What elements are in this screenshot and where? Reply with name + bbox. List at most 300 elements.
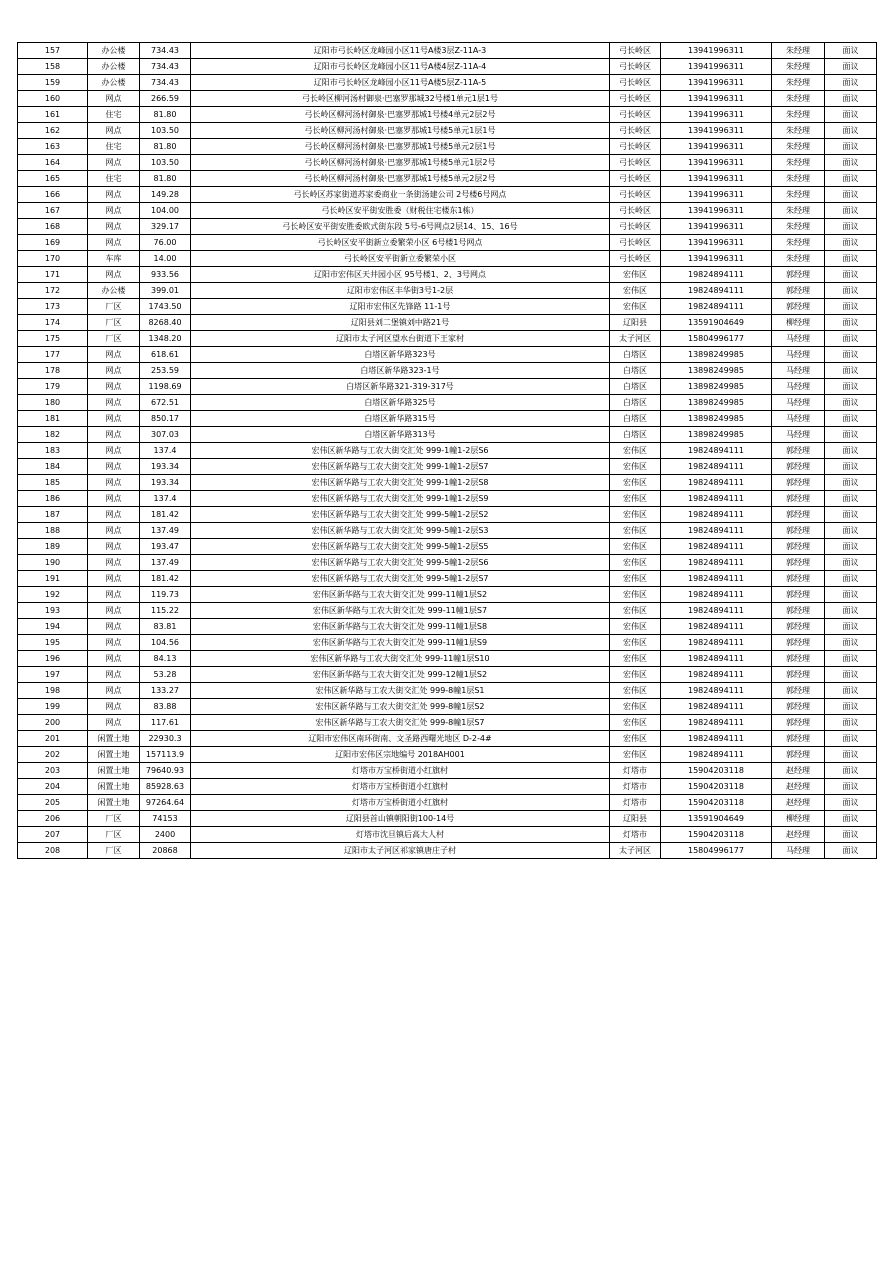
table-row bbox=[18, 187, 877, 203]
area-cell: 307.03 bbox=[140, 427, 191, 443]
address-cell: 弓长岭区柳河汤村御泉·巴塞罗那城1号楼5单元2层2号 bbox=[191, 171, 610, 187]
address-cell: 宏伟区新华路与工农大街交汇处 999-5幢1-2层S2 bbox=[191, 507, 610, 523]
phone-cell: 13941996311 bbox=[661, 171, 772, 187]
address-cell: 宏伟区新华路与工农大街交汇处 999-1幢1-2层S6 bbox=[191, 443, 610, 459]
district-cell: 白塔区 bbox=[610, 347, 661, 363]
area-cell: 253.59 bbox=[140, 363, 191, 379]
row-number-cell: 165 bbox=[18, 171, 88, 187]
row-number-cell: 186 bbox=[18, 491, 88, 507]
phone-cell: 13898249985 bbox=[661, 363, 772, 379]
district-cell: 宏伟区 bbox=[610, 571, 661, 587]
price-cell: 面议 bbox=[825, 107, 877, 123]
property-type-cell: 网点 bbox=[88, 235, 140, 251]
address-cell: 辽阳县首山镇朝阳街100-14号 bbox=[191, 811, 610, 827]
row-number-cell: 203 bbox=[18, 763, 88, 779]
row-number-cell: 193 bbox=[18, 603, 88, 619]
area-cell: 76.00 bbox=[140, 235, 191, 251]
address-cell: 灯塔市万宝桥街道小红旗村 bbox=[191, 795, 610, 811]
price-cell: 面议 bbox=[825, 699, 877, 715]
phone-cell: 19824894111 bbox=[661, 651, 772, 667]
area-cell: 8268.40 bbox=[140, 315, 191, 331]
table-row bbox=[18, 363, 877, 379]
property-type-cell: 网点 bbox=[88, 619, 140, 635]
price-cell: 面议 bbox=[825, 523, 877, 539]
price-cell: 面议 bbox=[825, 491, 877, 507]
contact-cell: 朱经理 bbox=[772, 203, 825, 219]
row-number-cell: 170 bbox=[18, 251, 88, 267]
phone-cell: 13941996311 bbox=[661, 91, 772, 107]
district-cell: 白塔区 bbox=[610, 411, 661, 427]
property-type-cell: 网点 bbox=[88, 507, 140, 523]
price-cell: 面议 bbox=[825, 779, 877, 795]
row-number-cell: 189 bbox=[18, 539, 88, 555]
table-row bbox=[18, 411, 877, 427]
contact-cell: 郭经理 bbox=[772, 459, 825, 475]
area-cell: 193.47 bbox=[140, 539, 191, 555]
table-row bbox=[18, 203, 877, 219]
property-type-cell: 网点 bbox=[88, 539, 140, 555]
phone-cell: 19824894111 bbox=[661, 683, 772, 699]
row-number-cell: 179 bbox=[18, 379, 88, 395]
area-cell: 734.43 bbox=[140, 75, 191, 91]
row-number-cell: 180 bbox=[18, 395, 88, 411]
contact-cell: 柳经理 bbox=[772, 315, 825, 331]
district-cell: 宏伟区 bbox=[610, 283, 661, 299]
district-cell: 弓长岭区 bbox=[610, 123, 661, 139]
table-row bbox=[18, 171, 877, 187]
property-type-cell: 网点 bbox=[88, 683, 140, 699]
district-cell: 宏伟区 bbox=[610, 587, 661, 603]
area-cell: 83.88 bbox=[140, 699, 191, 715]
row-number-cell: 187 bbox=[18, 507, 88, 523]
address-cell: 宏伟区新华路与工农大街交汇处 999-11幢1层S7 bbox=[191, 603, 610, 619]
phone-cell: 13941996311 bbox=[661, 235, 772, 251]
phone-cell: 19824894111 bbox=[661, 731, 772, 747]
property-type-cell: 网点 bbox=[88, 587, 140, 603]
row-number-cell: 197 bbox=[18, 667, 88, 683]
area-cell: 84.13 bbox=[140, 651, 191, 667]
table-row bbox=[18, 91, 877, 107]
contact-cell: 朱经理 bbox=[772, 171, 825, 187]
address-cell: 弓长岭区柳河汤村御泉·巴塞罗那城1号楼4单元2层2号 bbox=[191, 107, 610, 123]
table-row bbox=[18, 731, 877, 747]
district-cell: 弓长岭区 bbox=[610, 203, 661, 219]
row-number-cell: 164 bbox=[18, 155, 88, 171]
row-number-cell: 161 bbox=[18, 107, 88, 123]
area-cell: 193.34 bbox=[140, 459, 191, 475]
phone-cell: 19824894111 bbox=[661, 715, 772, 731]
phone-cell: 19824894111 bbox=[661, 603, 772, 619]
district-cell: 太子河区 bbox=[610, 843, 661, 859]
area-cell: 149.28 bbox=[140, 187, 191, 203]
address-cell: 宏伟区新华路与工农大街交汇处 999-5幢1-2层S6 bbox=[191, 555, 610, 571]
address-cell: 宏伟区新华路与工农大街交汇处 999-8幢1层S7 bbox=[191, 715, 610, 731]
property-type-cell: 网点 bbox=[88, 219, 140, 235]
contact-cell: 郭经理 bbox=[772, 635, 825, 651]
district-cell: 灯塔市 bbox=[610, 795, 661, 811]
area-cell: 734.43 bbox=[140, 59, 191, 75]
table-row bbox=[18, 347, 877, 363]
district-cell: 宏伟区 bbox=[610, 475, 661, 491]
district-cell: 宏伟区 bbox=[610, 491, 661, 507]
property-type-cell: 网点 bbox=[88, 267, 140, 283]
property-type-cell: 厂区 bbox=[88, 811, 140, 827]
table-row bbox=[18, 619, 877, 635]
price-cell: 面议 bbox=[825, 731, 877, 747]
phone-cell: 13591904649 bbox=[661, 315, 772, 331]
address-cell: 宏伟区新华路与工农大街交汇处 999-11幢1层S9 bbox=[191, 635, 610, 651]
address-cell: 白塔区新华路313号 bbox=[191, 427, 610, 443]
property-type-cell: 厂区 bbox=[88, 299, 140, 315]
address-cell: 宏伟区新华路与工农大街交汇处 999-1幢1-2层S7 bbox=[191, 459, 610, 475]
price-cell: 面议 bbox=[825, 251, 877, 267]
district-cell: 白塔区 bbox=[610, 379, 661, 395]
price-cell: 面议 bbox=[825, 475, 877, 491]
property-type-cell: 网点 bbox=[88, 123, 140, 139]
property-type-cell: 网点 bbox=[88, 155, 140, 171]
price-cell: 面议 bbox=[825, 459, 877, 475]
price-cell: 面议 bbox=[825, 571, 877, 587]
price-cell: 面议 bbox=[825, 331, 877, 347]
contact-cell: 马经理 bbox=[772, 379, 825, 395]
table-row bbox=[18, 427, 877, 443]
address-cell: 宏伟区新华路与工农大街交汇处 999-11幢1层S10 bbox=[191, 651, 610, 667]
row-number-cell: 168 bbox=[18, 219, 88, 235]
property-type-cell: 闲置土地 bbox=[88, 779, 140, 795]
property-type-cell: 网点 bbox=[88, 523, 140, 539]
table-row bbox=[18, 219, 877, 235]
phone-cell: 19824894111 bbox=[661, 507, 772, 523]
row-number-cell: 200 bbox=[18, 715, 88, 731]
area-cell: 266.59 bbox=[140, 91, 191, 107]
address-cell: 灯塔市沈旦镇后高大人村 bbox=[191, 827, 610, 843]
price-cell: 面议 bbox=[825, 763, 877, 779]
price-cell: 面议 bbox=[825, 43, 877, 59]
phone-cell: 19824894111 bbox=[661, 539, 772, 555]
property-type-cell: 网点 bbox=[88, 187, 140, 203]
phone-cell: 13941996311 bbox=[661, 219, 772, 235]
contact-cell: 朱经理 bbox=[772, 91, 825, 107]
property-type-cell: 网点 bbox=[88, 203, 140, 219]
area-cell: 74153 bbox=[140, 811, 191, 827]
area-cell: 81.80 bbox=[140, 139, 191, 155]
price-cell: 面议 bbox=[825, 635, 877, 651]
phone-cell: 15904203118 bbox=[661, 795, 772, 811]
area-cell: 1198.69 bbox=[140, 379, 191, 395]
table-row bbox=[18, 123, 877, 139]
contact-cell: 朱经理 bbox=[772, 123, 825, 139]
phone-cell: 19824894111 bbox=[661, 459, 772, 475]
contact-cell: 郭经理 bbox=[772, 491, 825, 507]
property-type-cell: 办公楼 bbox=[88, 43, 140, 59]
price-cell: 面议 bbox=[825, 811, 877, 827]
district-cell: 灯塔市 bbox=[610, 779, 661, 795]
contact-cell: 朱经理 bbox=[772, 59, 825, 75]
district-cell: 宏伟区 bbox=[610, 683, 661, 699]
area-cell: 399.01 bbox=[140, 283, 191, 299]
area-cell: 79640.93 bbox=[140, 763, 191, 779]
row-number-cell: 199 bbox=[18, 699, 88, 715]
address-cell: 宏伟区新华路与工农大街交汇处 999-5幢1-2层S3 bbox=[191, 523, 610, 539]
property-type-cell: 网点 bbox=[88, 603, 140, 619]
phone-cell: 19824894111 bbox=[661, 299, 772, 315]
price-cell: 面议 bbox=[825, 443, 877, 459]
district-cell: 弓长岭区 bbox=[610, 59, 661, 75]
row-number-cell: 162 bbox=[18, 123, 88, 139]
contact-cell: 郭经理 bbox=[772, 555, 825, 571]
property-type-cell: 办公楼 bbox=[88, 59, 140, 75]
price-cell: 面议 bbox=[825, 555, 877, 571]
district-cell: 宏伟区 bbox=[610, 651, 661, 667]
area-cell: 137.4 bbox=[140, 491, 191, 507]
phone-cell: 15804996177 bbox=[661, 331, 772, 347]
table-row bbox=[18, 43, 877, 59]
area-cell: 22930.3 bbox=[140, 731, 191, 747]
contact-cell: 郭经理 bbox=[772, 619, 825, 635]
row-number-cell: 182 bbox=[18, 427, 88, 443]
address-cell: 弓长岭区苏家街道苏家委商业一条街汤建公司 2号楼6号网点 bbox=[191, 187, 610, 203]
property-type-cell: 厂区 bbox=[88, 315, 140, 331]
phone-cell: 13898249985 bbox=[661, 379, 772, 395]
phone-cell: 13898249985 bbox=[661, 411, 772, 427]
contact-cell: 马经理 bbox=[772, 395, 825, 411]
area-cell: 104.00 bbox=[140, 203, 191, 219]
contact-cell: 柳经理 bbox=[772, 811, 825, 827]
table-row bbox=[18, 491, 877, 507]
row-number-cell: 198 bbox=[18, 683, 88, 699]
area-cell: 181.42 bbox=[140, 571, 191, 587]
property-type-cell: 网点 bbox=[88, 379, 140, 395]
table-row bbox=[18, 667, 877, 683]
row-number-cell: 196 bbox=[18, 651, 88, 667]
row-number-cell: 163 bbox=[18, 139, 88, 155]
district-cell: 宏伟区 bbox=[610, 299, 661, 315]
contact-cell: 朱经理 bbox=[772, 75, 825, 91]
address-cell: 宏伟区新华路与工农大街交汇处 999-5幢1-2层S7 bbox=[191, 571, 610, 587]
property-type-cell: 网点 bbox=[88, 475, 140, 491]
table-row bbox=[18, 843, 877, 859]
price-cell: 面议 bbox=[825, 587, 877, 603]
table-row bbox=[18, 635, 877, 651]
property-type-cell: 厂区 bbox=[88, 827, 140, 843]
address-cell: 宏伟区新华路与工农大街交汇处 999-8幢1层S2 bbox=[191, 699, 610, 715]
table-row bbox=[18, 587, 877, 603]
row-number-cell: 171 bbox=[18, 267, 88, 283]
area-cell: 14.00 bbox=[140, 251, 191, 267]
area-cell: 1348.20 bbox=[140, 331, 191, 347]
address-cell: 宏伟区新华路与工农大街交汇处 999-5幢1-2层S5 bbox=[191, 539, 610, 555]
row-number-cell: 202 bbox=[18, 747, 88, 763]
phone-cell: 13941996311 bbox=[661, 59, 772, 75]
row-number-cell: 158 bbox=[18, 59, 88, 75]
phone-cell: 15904203118 bbox=[661, 763, 772, 779]
area-cell: 2400 bbox=[140, 827, 191, 843]
price-cell: 面议 bbox=[825, 651, 877, 667]
phone-cell: 19824894111 bbox=[661, 587, 772, 603]
table-row bbox=[18, 459, 877, 475]
district-cell: 宏伟区 bbox=[610, 555, 661, 571]
row-number-cell: 206 bbox=[18, 811, 88, 827]
district-cell: 弓长岭区 bbox=[610, 107, 661, 123]
table-row bbox=[18, 331, 877, 347]
price-cell: 面议 bbox=[825, 219, 877, 235]
address-cell: 白塔区新华路323号 bbox=[191, 347, 610, 363]
district-cell: 弓长岭区 bbox=[610, 43, 661, 59]
area-cell: 97264.64 bbox=[140, 795, 191, 811]
price-cell: 面议 bbox=[825, 715, 877, 731]
row-number-cell: 195 bbox=[18, 635, 88, 651]
area-cell: 193.34 bbox=[140, 475, 191, 491]
price-cell: 面议 bbox=[825, 155, 877, 171]
address-cell: 辽阳市宏伟区先锋路 11-1号 bbox=[191, 299, 610, 315]
table-row bbox=[18, 283, 877, 299]
phone-cell: 13941996311 bbox=[661, 251, 772, 267]
row-number-cell: 185 bbox=[18, 475, 88, 491]
phone-cell: 13941996311 bbox=[661, 139, 772, 155]
property-type-cell: 网点 bbox=[88, 427, 140, 443]
table-row bbox=[18, 315, 877, 331]
district-cell: 宏伟区 bbox=[610, 603, 661, 619]
contact-cell: 郭经理 bbox=[772, 603, 825, 619]
row-number-cell: 192 bbox=[18, 587, 88, 603]
contact-cell: 郭经理 bbox=[772, 683, 825, 699]
address-cell: 宏伟区新华路与工农大街交汇处 999-11幢1层S8 bbox=[191, 619, 610, 635]
row-number-cell: 183 bbox=[18, 443, 88, 459]
property-type-cell: 住宅 bbox=[88, 107, 140, 123]
district-cell: 弓长岭区 bbox=[610, 139, 661, 155]
contact-cell: 朱经理 bbox=[772, 139, 825, 155]
area-cell: 137.49 bbox=[140, 523, 191, 539]
address-cell: 弓长岭区柳河汤村御泉·巴塞罗那城1号楼5单元1层2号 bbox=[191, 155, 610, 171]
area-cell: 137.49 bbox=[140, 555, 191, 571]
price-cell: 面议 bbox=[825, 795, 877, 811]
contact-cell: 郭经理 bbox=[772, 523, 825, 539]
contact-cell: 马经理 bbox=[772, 411, 825, 427]
address-cell: 弓长岭区安平街安胜委欧式街东段 5号-6号网点2层14、15、16号 bbox=[191, 219, 610, 235]
table-row bbox=[18, 299, 877, 315]
phone-cell: 15904203118 bbox=[661, 827, 772, 843]
district-cell: 宏伟区 bbox=[610, 507, 661, 523]
row-number-cell: 204 bbox=[18, 779, 88, 795]
area-cell: 103.50 bbox=[140, 123, 191, 139]
table-row bbox=[18, 603, 877, 619]
address-cell: 弓长岭区安平街新立委繁荣小区 6号楼1号网点 bbox=[191, 235, 610, 251]
phone-cell: 19824894111 bbox=[661, 555, 772, 571]
phone-cell: 15804996177 bbox=[661, 843, 772, 859]
table-row bbox=[18, 651, 877, 667]
phone-cell: 13898249985 bbox=[661, 347, 772, 363]
phone-cell: 19824894111 bbox=[661, 571, 772, 587]
row-number-cell: 160 bbox=[18, 91, 88, 107]
price-cell: 面议 bbox=[825, 347, 877, 363]
contact-cell: 郭经理 bbox=[772, 571, 825, 587]
address-cell: 辽阳市宏伟区宗地编号 2018AH001 bbox=[191, 747, 610, 763]
price-cell: 面议 bbox=[825, 59, 877, 75]
address-cell: 弓长岭区柳河汤村御泉·巴塞罗那城1号楼5单元1层1号 bbox=[191, 123, 610, 139]
area-cell: 157113.9 bbox=[140, 747, 191, 763]
area-cell: 850.17 bbox=[140, 411, 191, 427]
address-cell: 灯塔市万宝桥街道小红旗村 bbox=[191, 779, 610, 795]
district-cell: 弓长岭区 bbox=[610, 187, 661, 203]
district-cell: 宏伟区 bbox=[610, 635, 661, 651]
address-cell: 宏伟区新华路与工农大街交汇处 999-12幢1层S2 bbox=[191, 667, 610, 683]
row-number-cell: 174 bbox=[18, 315, 88, 331]
property-type-cell: 办公楼 bbox=[88, 283, 140, 299]
district-cell: 宏伟区 bbox=[610, 459, 661, 475]
phone-cell: 19824894111 bbox=[661, 443, 772, 459]
district-cell: 弓长岭区 bbox=[610, 219, 661, 235]
property-type-cell: 网点 bbox=[88, 411, 140, 427]
table-row bbox=[18, 779, 877, 795]
area-cell: 137.4 bbox=[140, 443, 191, 459]
address-cell: 宏伟区新华路与工农大街交汇处 999-1幢1-2层S8 bbox=[191, 475, 610, 491]
contact-cell: 朱经理 bbox=[772, 43, 825, 59]
phone-cell: 19824894111 bbox=[661, 475, 772, 491]
row-number-cell: 172 bbox=[18, 283, 88, 299]
row-number-cell: 207 bbox=[18, 827, 88, 843]
price-cell: 面议 bbox=[825, 683, 877, 699]
contact-cell: 郭经理 bbox=[772, 283, 825, 299]
contact-cell: 朱经理 bbox=[772, 251, 825, 267]
district-cell: 宏伟区 bbox=[610, 443, 661, 459]
phone-cell: 13591904649 bbox=[661, 811, 772, 827]
row-number-cell: 166 bbox=[18, 187, 88, 203]
contact-cell: 郭经理 bbox=[772, 731, 825, 747]
contact-cell: 郭经理 bbox=[772, 587, 825, 603]
property-type-cell: 网点 bbox=[88, 635, 140, 651]
address-cell: 辽阳市弓长岭区龙峰园小区11号A楼5层Z-11A-5 bbox=[191, 75, 610, 91]
price-cell: 面议 bbox=[825, 827, 877, 843]
contact-cell: 郭经理 bbox=[772, 651, 825, 667]
price-cell: 面议 bbox=[825, 203, 877, 219]
property-type-cell: 车库 bbox=[88, 251, 140, 267]
property-type-cell: 网点 bbox=[88, 347, 140, 363]
phone-cell: 19824894111 bbox=[661, 523, 772, 539]
contact-cell: 朱经理 bbox=[772, 235, 825, 251]
address-cell: 白塔区新华路315号 bbox=[191, 411, 610, 427]
phone-cell: 15904203118 bbox=[661, 779, 772, 795]
price-cell: 面议 bbox=[825, 75, 877, 91]
area-cell: 181.42 bbox=[140, 507, 191, 523]
contact-cell: 郭经理 bbox=[772, 699, 825, 715]
district-cell: 灯塔市 bbox=[610, 827, 661, 843]
property-type-cell: 住宅 bbox=[88, 171, 140, 187]
area-cell: 104.56 bbox=[140, 635, 191, 651]
area-cell: 119.73 bbox=[140, 587, 191, 603]
property-type-cell: 网点 bbox=[88, 363, 140, 379]
property-type-cell: 住宅 bbox=[88, 139, 140, 155]
row-number-cell: 157 bbox=[18, 43, 88, 59]
row-number-cell: 177 bbox=[18, 347, 88, 363]
district-cell: 宏伟区 bbox=[610, 523, 661, 539]
address-cell: 辽阳市弓长岭区龙峰园小区11号A楼4层Z-11A-4 bbox=[191, 59, 610, 75]
table-row bbox=[18, 75, 877, 91]
address-cell: 弓长岭区安平街安胜委（财税住宅楼东1栋） bbox=[191, 203, 610, 219]
address-cell: 宏伟区新华路与工农大街交汇处 999-1幢1-2层S9 bbox=[191, 491, 610, 507]
address-cell: 弓长岭区安平街新立委繁荣小区 bbox=[191, 251, 610, 267]
property-type-cell: 网点 bbox=[88, 699, 140, 715]
contact-cell: 赵经理 bbox=[772, 779, 825, 795]
contact-cell: 朱经理 bbox=[772, 219, 825, 235]
address-cell: 宏伟区新华路与工农大街交汇处 999-8幢1层S1 bbox=[191, 683, 610, 699]
price-cell: 面议 bbox=[825, 171, 877, 187]
listing-table-body bbox=[18, 43, 877, 859]
table-row bbox=[18, 235, 877, 251]
row-number-cell: 167 bbox=[18, 203, 88, 219]
property-type-cell: 网点 bbox=[88, 651, 140, 667]
price-cell: 面议 bbox=[825, 363, 877, 379]
address-cell: 辽阳市宏伟区南环街南、文圣路西曙光地区 D-2-4# bbox=[191, 731, 610, 747]
